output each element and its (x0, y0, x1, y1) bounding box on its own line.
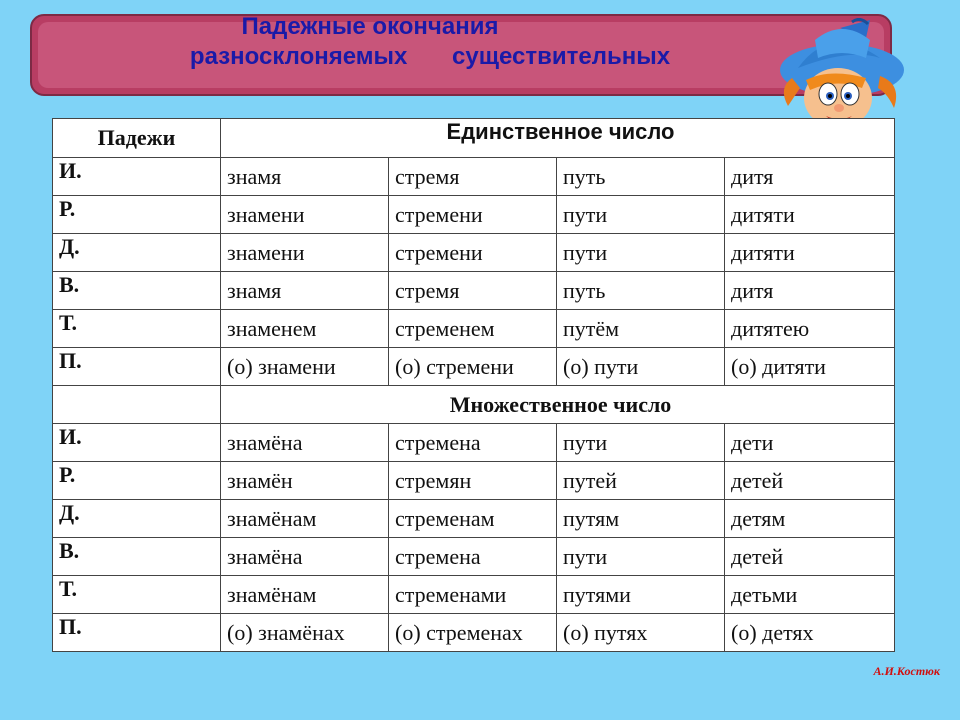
table-row (53, 348, 895, 386)
word-form-cell: путём (557, 310, 725, 348)
word-form-cell: (о) детях (725, 614, 895, 652)
word-form-cell: стременами (389, 576, 557, 614)
word-form-cell: знамени (221, 234, 389, 272)
table-row (53, 500, 895, 538)
word-form-cell: знамени (221, 196, 389, 234)
table-row (53, 310, 895, 348)
word-form-cell: детей (725, 462, 895, 500)
word-form-cell: путь (557, 158, 725, 196)
word-form-cell: пути (557, 538, 725, 576)
word-form-cell: путями (557, 576, 725, 614)
word-form-cell: дитя (725, 158, 895, 196)
word-form-cell: (о) знамени (221, 348, 389, 386)
table-row (53, 614, 895, 652)
word-form-cell: знамя (221, 272, 389, 310)
word-form-cell: (о) знамёнах (221, 614, 389, 652)
table-row (53, 234, 895, 272)
word-form-cell: стремян (389, 462, 557, 500)
table-row (53, 196, 895, 234)
word-form-cell: (о) дитяти (725, 348, 895, 386)
singular-number-header: Единственное число (221, 119, 895, 158)
word-form-cell: знамёнам (221, 576, 389, 614)
table-row (53, 158, 895, 196)
table-row (53, 538, 895, 576)
word-form-cell: дитяти (725, 196, 895, 234)
word-form-cell: детей (725, 538, 895, 576)
word-form-cell: путь (557, 272, 725, 310)
table-row (53, 272, 895, 310)
word-form-cell: стремени (389, 234, 557, 272)
case-label: И. (53, 158, 221, 196)
word-form-cell: стремя (389, 272, 557, 310)
word-form-cell: путям (557, 500, 725, 538)
case-label: Д. (53, 500, 221, 538)
word-form-cell: стремена (389, 424, 557, 462)
word-form-cell: дитятею (725, 310, 895, 348)
word-form-cell: пути (557, 234, 725, 272)
blank-case-cell (53, 386, 221, 424)
table-row (53, 424, 895, 462)
word-form-cell: детьми (725, 576, 895, 614)
case-label: Т. (53, 310, 221, 348)
cases-column-header: Падежи (53, 119, 221, 158)
table-row (53, 576, 895, 614)
singular-header-row (53, 119, 895, 158)
word-form-cell: знамёнам (221, 500, 389, 538)
case-label: Д. (53, 234, 221, 272)
word-form-cell: дети (725, 424, 895, 462)
word-form-cell: стремена (389, 538, 557, 576)
word-form-cell: стременам (389, 500, 557, 538)
case-label: В. (53, 538, 221, 576)
word-form-cell: стремени (389, 196, 557, 234)
word-form-cell: (о) стременах (389, 614, 557, 652)
page-title-line2: разносклоняемых существительных (189, 43, 671, 70)
plural-number-header: Множественное число (221, 386, 895, 424)
word-form-cell: дитяти (725, 234, 895, 272)
word-form-cell: стремя (389, 158, 557, 196)
case-label: Т. (53, 576, 221, 614)
case-label: Р. (53, 196, 221, 234)
case-label: И. (53, 424, 221, 462)
word-form-cell: знамён (221, 462, 389, 500)
case-label: П. (53, 614, 221, 652)
author-credit: А.И.Костюк (873, 664, 940, 678)
word-form-cell: пути (557, 196, 725, 234)
word-form-cell: путей (557, 462, 725, 500)
table-row (53, 462, 895, 500)
word-form-cell: дитя (725, 272, 895, 310)
declension-table (52, 118, 895, 652)
case-label: В. (53, 272, 221, 310)
word-form-cell: пути (557, 424, 725, 462)
word-form-cell: (о) стремени (389, 348, 557, 386)
word-form-cell: знаменем (221, 310, 389, 348)
word-form-cell: стременем (389, 310, 557, 348)
page-title-line1: Падежные окончания (241, 13, 499, 40)
case-label: П. (53, 348, 221, 386)
word-form-cell: знамёна (221, 538, 389, 576)
word-form-cell: (о) путях (557, 614, 725, 652)
case-label: Р. (53, 462, 221, 500)
word-form-cell: знамя (221, 158, 389, 196)
word-form-cell: знамёна (221, 424, 389, 462)
word-form-cell: (о) пути (557, 348, 725, 386)
word-form-cell: детям (725, 500, 895, 538)
plural-header-row (53, 386, 895, 424)
